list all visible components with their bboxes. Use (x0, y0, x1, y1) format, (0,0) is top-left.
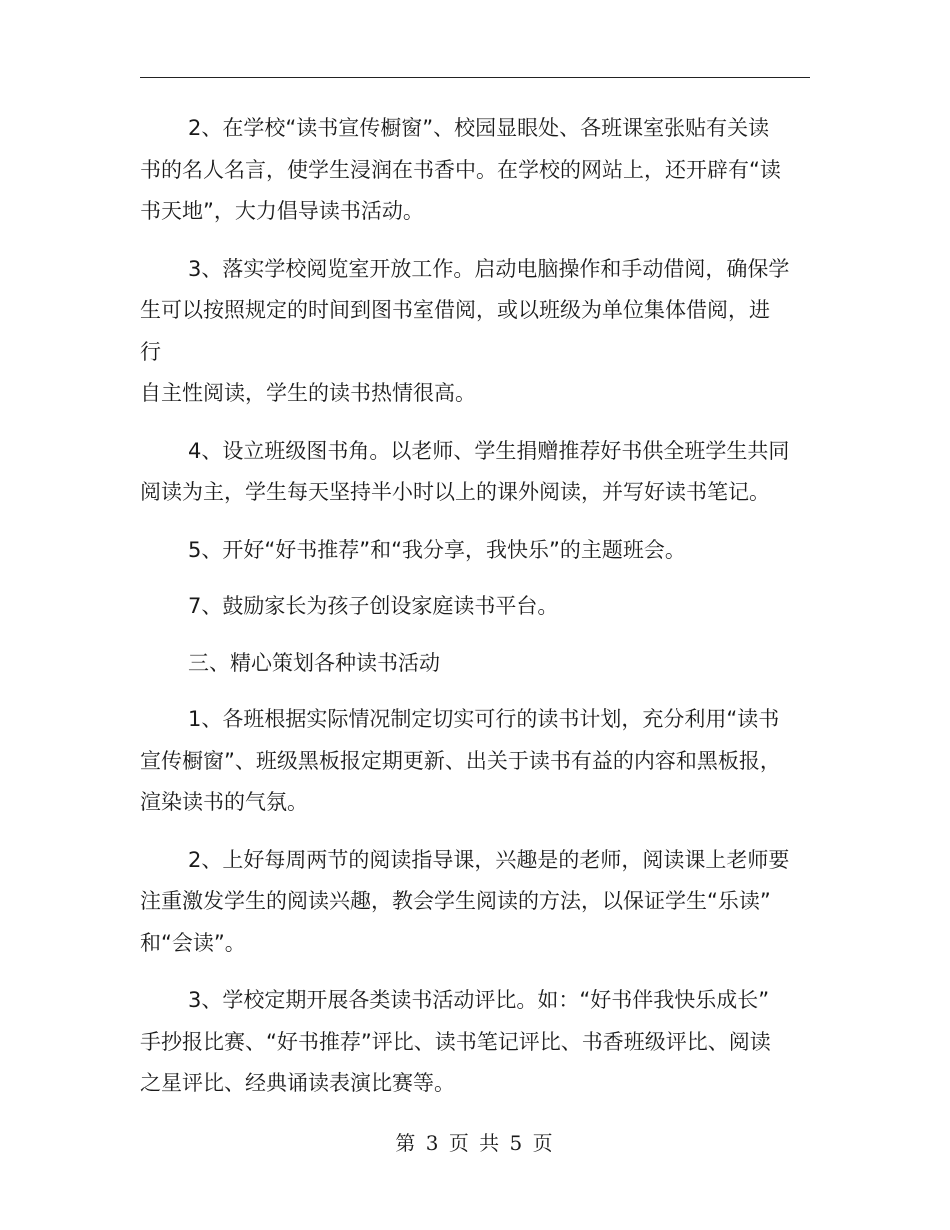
text-line: 生可以按照规定的时间到图书室借阅，或以班级为单位集体借阅，进行 (140, 298, 770, 364)
paragraph-3-reading-room (140, 249, 790, 415)
section-heading-3 (140, 643, 790, 685)
text-line: 3、落实学校阅览室开放工作。启动电脑操作和手动借阅，确保学 (188, 256, 790, 281)
text-line: 7、鼓励家长为孩子创设家庭读书平台。 (188, 594, 559, 618)
paragraph-3-activity-contests (140, 980, 790, 1105)
text-line: 4、设立班级图书角。以老师、学生捐赠推荐好书供全班学生共同 (188, 438, 790, 463)
text-line: 渲染读书的气氛。 (140, 790, 308, 814)
text-line: 和“会读”。 (140, 930, 246, 955)
text-line: 1、各班根据实际情况制定切实可行的读书计划，充分利用“读书 (188, 707, 780, 731)
page-number-footer: 第 3 页 共 5 页 (395, 1131, 555, 1155)
text-line: 注重激发学生的阅读兴趣，教会学生阅读的方法，以保证学生“乐读” (140, 889, 771, 913)
text-line: 2、在学校“读书宣传橱窗”、校园显眼处、各班课室张贴有关读 (188, 116, 770, 140)
text-line: 自主性阅读，学生的读书热情很高。 (140, 381, 476, 405)
text-line: 2、上好每周两节的阅读指导课，兴趣是的老师，阅读课上老师要 (188, 847, 790, 872)
paragraph-5-class-meeting (140, 530, 790, 572)
text-line: 3、学校定期开展各类读书活动评比。如：“好书伴我快乐成长” (188, 988, 770, 1012)
paragraph-4-class-book-corner (140, 431, 790, 514)
text-line: 书的名人名言，使学生浸润在书香中。在学校的网站上，还开辟有“读 (140, 157, 781, 182)
document-body (140, 108, 790, 1105)
text-line: 5、开好“好书推荐”和“我分享，我快乐”的主题班会。 (188, 537, 686, 562)
header-rule (140, 77, 810, 78)
text-line: 三、精心策划各种读书活动 (188, 650, 440, 675)
text-line: 书天地”，大力倡导读书活动。 (140, 199, 424, 223)
text-line: 手抄报比赛、“好书推荐”评比、读书笔记评比、书香班级评比、阅读 (140, 1029, 771, 1054)
paragraph-2-reading-class (140, 840, 790, 965)
text-line: 阅读为主，学生每天坚持半小时以上的课外阅读，并写好读书笔记。 (140, 480, 770, 504)
text-line: 宣传橱窗”、班级黑板报定期更新、出关于读书有益的内容和黑板报， (140, 748, 781, 773)
paragraph-1-reading-plan (140, 699, 790, 824)
text-line: 之星评比、经典诵读表演比赛等。 (140, 1071, 455, 1095)
paragraph-2-bulletin-window (140, 108, 790, 233)
paragraph-7-family-reading (140, 586, 790, 628)
